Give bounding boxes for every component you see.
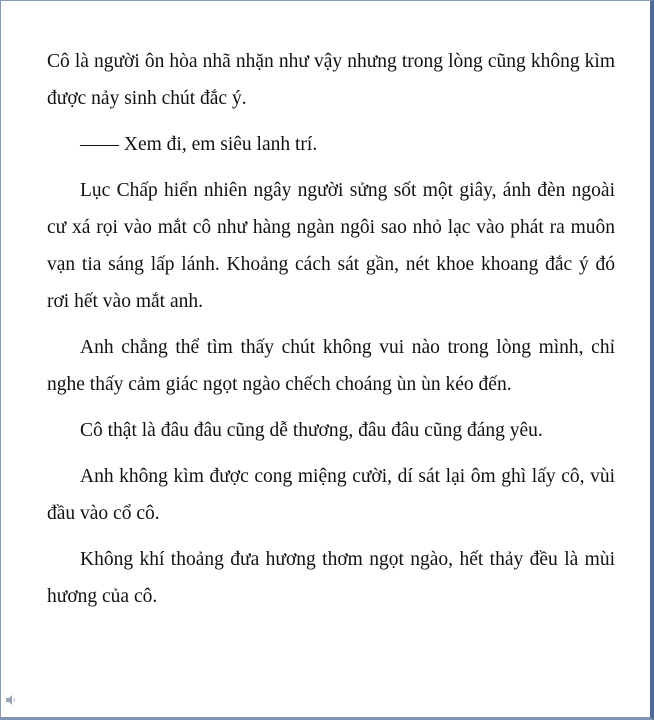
paragraph-1: Cô là người ôn hòa nhã nhặn như vậy nhưng trong lòng cũng không kìm được nảy sinh chút đắc ý. — [47, 51, 615, 109]
paragraph-4: Anh chẳng thể tìm thấy chút không vui nào trong lòng mình, chỉ nghe thấy cảm giác ngọt ngào chếch choáng ùn ùn kéo đến. — [47, 337, 615, 395]
document-page — [47, 43, 615, 624]
paragraph-3: Lục Chấp hiển nhiên ngây người sửng sốt một giây, ánh đèn ngoài cư xá rọi vào mắt cô như hàng ngàn ngôi sao nhỏ lạc vào phát ra muôn vạn tia sáng lấp lánh. Khoảng cách sát gần, nét khoe khoang đắc ý đó rơi hết vào mắt anh. — [47, 180, 615, 312]
paragraph-2: —— Xem đi, em siêu lanh trí. — [80, 134, 318, 155]
speaker-icon[interactable] — [5, 693, 17, 705]
paragraph-6: Anh không kìm được cong miệng cười, dí sát lại ôm ghì lấy cô, vùi đầu vào cổ cô. — [47, 466, 615, 524]
paragraph-7: Không khí thoảng đưa hương thơm ngọt ngào, hết thảy đều là mùi hương của cô. — [47, 549, 615, 607]
paragraph-5: Cô thật là đâu đâu cũng dễ thương, đâu đâu cũng đáng yêu. — [80, 420, 543, 441]
